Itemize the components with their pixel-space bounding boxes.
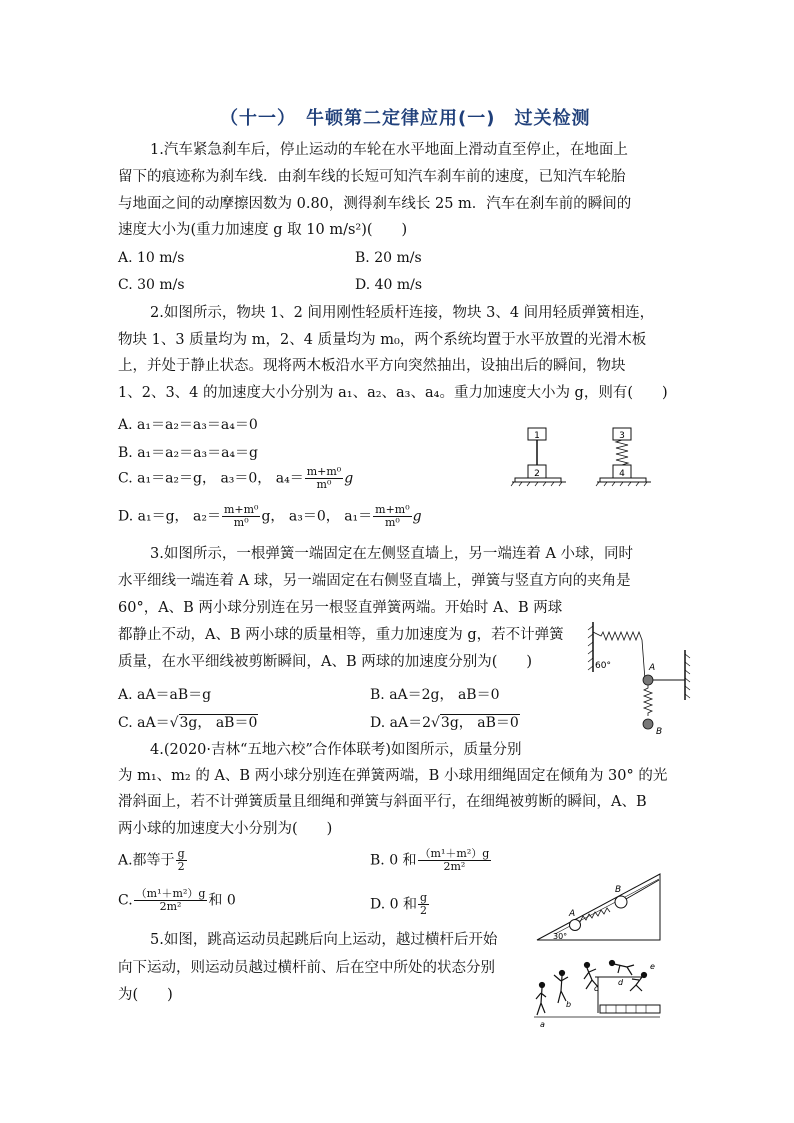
q2-option-d-text-1: D. a₁＝g， a₂＝: [118, 508, 221, 525]
ball-b: [643, 719, 653, 729]
q4-option-d[interactable]: D. 0 和 $\frac{g}{2}$: [370, 891, 428, 917]
q2-option-b[interactable]: B. a₁＝a₂＝a₃＝a₄＝g: [118, 445, 258, 461]
q3-line-3: 60°，A、B 两小球分别连在另一根竖直弹簧两端。开始时 A、B 两球: [118, 600, 563, 616]
q2-line-1: 2.如图所示，物块 1、2 间用刚性轻质杆连接，物块 3、4 间用轻质弹簧相连，: [150, 305, 655, 321]
q2-option-d-fraction-1: $\frac{\text{m+m⁰}}{\text{m⁰}}$: [223, 503, 259, 529]
ball-a: [643, 675, 653, 685]
q2-option-c-text: C. a₁＝a₂＝g， a₃＝0， a₄＝: [118, 470, 304, 487]
block-1-label: 1: [534, 431, 540, 441]
q5-line-1: 5.如图，跳高运动员起跳后向上运动，越过横杆后开始: [150, 932, 498, 948]
page-title: （十一） 牛顿第二定律应用(一) 过关检测: [220, 108, 591, 129]
q4-option-b-fraction: $\frac{\text{（m¹＋m²）g}}{\text{2m²}}$: [419, 847, 490, 873]
q1-option-b[interactable]: B. 20 m/s: [355, 250, 422, 266]
q2-option-a[interactable]: A. a₁＝a₂＝a₃＝a₄＝0: [118, 417, 258, 433]
jumper-pose-e: [630, 973, 647, 992]
q1-line-3: 与地面之间的动摩擦因数为 0.80，测得刹车线长 25 m．汽车在刹车前的瞬间的: [118, 196, 632, 212]
q4-option-b[interactable]: B. 0 和 $\frac{\text{（m¹＋m²）g}}{\text{2m²}}$: [370, 847, 490, 873]
q1-line-4: 速度大小为(重力加速度 g 取 10 m/s²)( ): [118, 222, 408, 238]
q2-line-3: 上，并处于静止状态。现将两木板沿水平方向突然抽出，设抽出后的瞬间，物块: [118, 358, 626, 374]
q3-line-2: 水平细线一端连着 A 球，另一端固定在右侧竖直墙上，弹簧与竖直方向的夹角是: [118, 573, 631, 589]
q3-line-1: 3.如图所示，一根弹簧一端固定在左侧竖直墙上，另一端连着 A 小球，同时: [150, 546, 634, 562]
jumper-pose-d: [610, 961, 635, 976]
q2-figure: [510, 420, 670, 495]
q4-line-2: 为 m₁、m₂ 的 A、B 两小球分别连在弹簧两端，B 小球用细绳固定在倾角为 30° 的光: [118, 768, 668, 784]
q3-option-b[interactable]: B. aA＝2g， aB＝0: [370, 687, 500, 703]
ball-b-label: B: [656, 727, 663, 737]
label-c: c: [594, 984, 599, 993]
q4-option-a[interactable]: A.都等于 $\frac{g}{2}$: [118, 847, 185, 873]
q1-option-d[interactable]: D. 40 m/s: [355, 277, 423, 293]
q2-rod-system: [511, 428, 566, 486]
q1-line-1: 1.汽车紧急刹车后，停止运动的车轮在水平地面上滑动直至停止，在地面上: [150, 142, 628, 158]
block-4-label: 4: [619, 469, 625, 479]
q4-option-c[interactable]: C. $\frac{\text{（m¹＋m²）g}}{\text{2m²}}$ 和 0: [118, 887, 236, 913]
landing-mat: [600, 1005, 660, 1013]
q3-option-d[interactable]: D. aA＝2√3g， aB＝0: [370, 715, 519, 731]
vertical-spring: [644, 685, 652, 716]
q4-line-3: 滑斜面上，若不计弹簧质量且细绳和弹簧与斜面平行，在细绳被剪断的瞬间，A、B: [118, 794, 647, 810]
q3-line-5: 质量，在水平细线被剪断瞬间，A、B 两球的加速度分别为( ): [118, 654, 533, 670]
q2-option-d-fraction-2: $\frac{\text{m+m⁰}}{\text{m⁰}}$: [375, 503, 410, 529]
q1-option-c[interactable]: C. 30 m/s: [118, 277, 185, 293]
q2-option-c[interactable]: C. a₁＝a₂＝g， a₃＝0， a₄＝ $\frac{\text{m+m⁰}}{\text{m⁰}}$ g: [118, 465, 354, 491]
label-d: d: [618, 978, 624, 987]
ball-b-label: B: [615, 885, 622, 895]
ball-a: [570, 920, 581, 931]
ball-a-label: A: [649, 663, 656, 673]
q3-option-c[interactable]: C. aA＝√3g， aB＝0: [118, 715, 258, 731]
q4-option-a-fraction: $\frac{g}{2}$: [177, 847, 185, 873]
angle-label: 30°: [553, 932, 568, 941]
block-2-label: 2: [534, 469, 540, 479]
q3-figure: [585, 620, 695, 740]
incline: [537, 874, 660, 940]
q2-option-d-text-2: g， a₃＝0， a₁＝: [261, 508, 373, 525]
q4-option-c-fraction: $\frac{\text{（m¹＋m²）g}}{\text{2m²}}$: [135, 887, 206, 913]
angled-spring: [593, 632, 645, 680]
label-a: a: [540, 1020, 545, 1029]
q5-line-2: 向下运动，则运动员越过横杆前、后在空中所处的状态分别: [118, 960, 495, 976]
q2-option-d[interactable]: D. a₁＝g， a₂＝ $\frac{\text{m+m⁰}}{\text{m⁰}}$ g， a₃＝0， a₁＝ $\frac{\text{m+m⁰}}{\text{m⁰}}$ g: [118, 503, 422, 529]
q4-option-d-fraction: $\frac{g}{2}$: [419, 891, 428, 917]
q3-option-a[interactable]: A. aA＝aB＝g: [118, 687, 212, 703]
ball-b: [615, 896, 627, 908]
q4-line-4: 两小球的加速度大小分别为( ): [118, 821, 333, 837]
ball-a-label: A: [569, 909, 576, 919]
q2-line-4: 1、2、3、4 的加速度大小分别为 a₁、a₂、a₃、a₄。重力加速度大小为 g，则有( ): [118, 385, 668, 401]
jumper-pose-b: [554, 971, 568, 1004]
q1-line-2: 留下的痕迹称为刹车线．由刹车线的长短可知汽车刹车前的速度，已知汽车轮胎: [118, 169, 626, 185]
q2-spring-system: [596, 428, 651, 486]
angle-label: 60°: [595, 661, 611, 671]
q5-figure: [532, 955, 662, 1030]
q4-line-1: 4.(2020·吉林“五地六校”合作体联考)如图所示，质量分别: [150, 742, 522, 758]
q1-option-a[interactable]: A. 10 m/s: [118, 250, 185, 266]
q2-line-2: 物块 1、3 质量均为 m，2、4 质量均为 m₀，两个系统均置于水平放置的光滑木板: [118, 332, 647, 348]
jumper-pose-a: [536, 983, 546, 1016]
q4-figure: [535, 862, 665, 944]
q2-option-c-fraction: $\frac{\text{m+m⁰}}{\text{m⁰}}$: [306, 465, 342, 491]
q3-line-4: 都静止不动，A、B 两小球的质量相等，重力加速度为 g，若不计弹簧: [118, 627, 564, 643]
block-3-label: 3: [619, 431, 625, 441]
label-e: e: [650, 962, 655, 971]
q5-line-3: 为( ): [118, 987, 173, 1003]
label-b: b: [566, 1000, 572, 1009]
